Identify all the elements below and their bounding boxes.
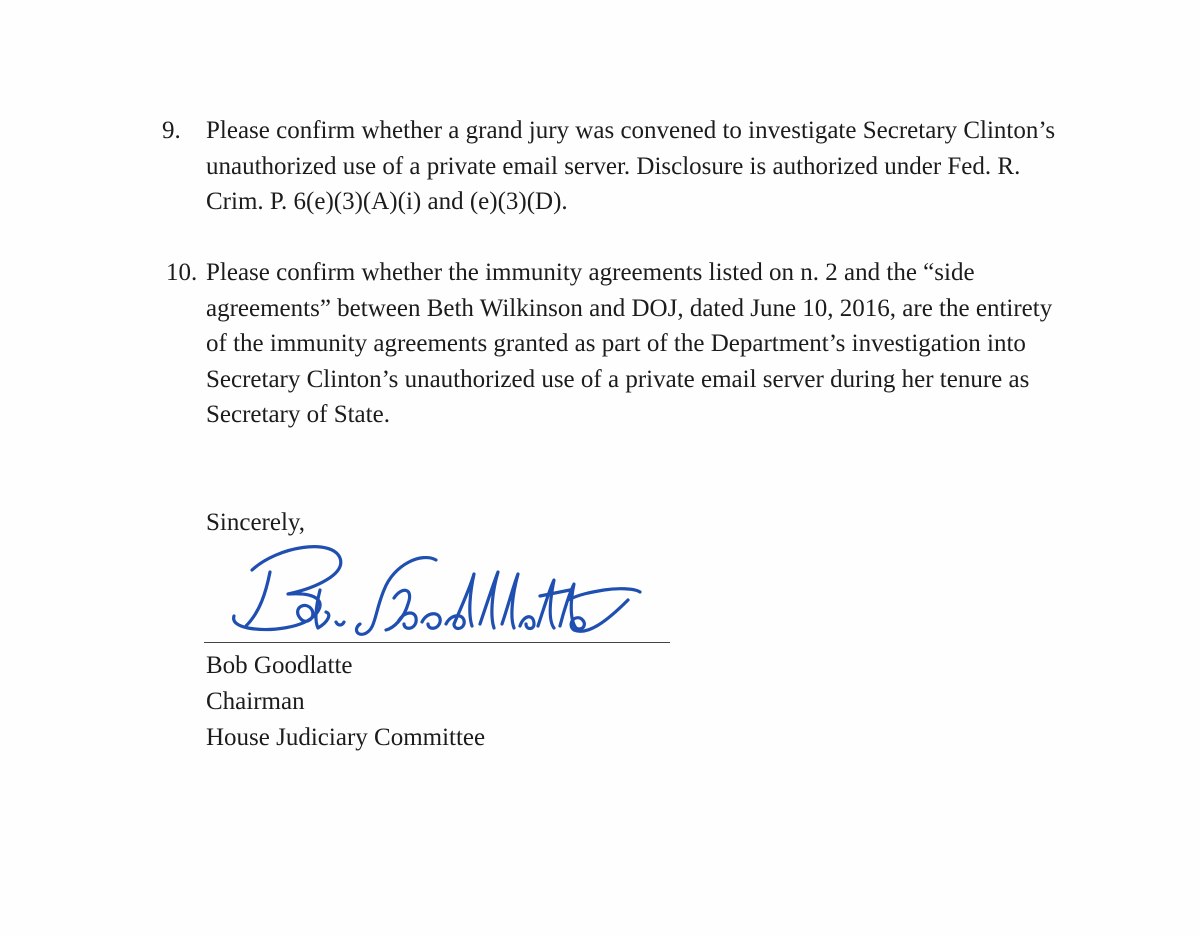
closing-salutation: Sincerely, [206,509,306,536]
list-item-10 [166,255,1166,433]
item-text-line: agreements” between Beth Wilkinson and DOJ, dated June 10, 2016, are the entirety [206,294,1053,322]
signatory-name: Bob Goodlatte [206,652,353,679]
item-text-line: Secretary of State. [206,401,390,428]
item-text-line: Please confirm whether the immunity agreements listed on n. 2 and the “side [206,259,975,286]
list-item-9 [162,113,1166,220]
item-text-line: unauthorized use of a private email server. Disclosure is authorized under Fed. R. [206,152,1021,180]
signatory-organization: House Judiciary Committee [206,724,486,751]
item-text-line: Secretary Clinton’s unauthorized use of a private email server during her tenure as [206,365,1030,393]
signature-line [204,642,670,643]
item-text-line: of the immunity agreements granted as part of the Department’s investigation into [206,330,1026,357]
item-text-line: Crim. P. 6(e)(3)(A)(i) and (e)(3)(D). [206,188,568,215]
item-number: 10. [166,259,198,286]
item-number: 9. [162,117,181,144]
signatory-title: Chairman [206,688,305,715]
signature-block [206,648,485,756]
item-text-line: Please confirm whether a grand jury was convened to investigate Secretary Clinton’s [206,117,1056,144]
handwritten-signature [208,530,648,660]
